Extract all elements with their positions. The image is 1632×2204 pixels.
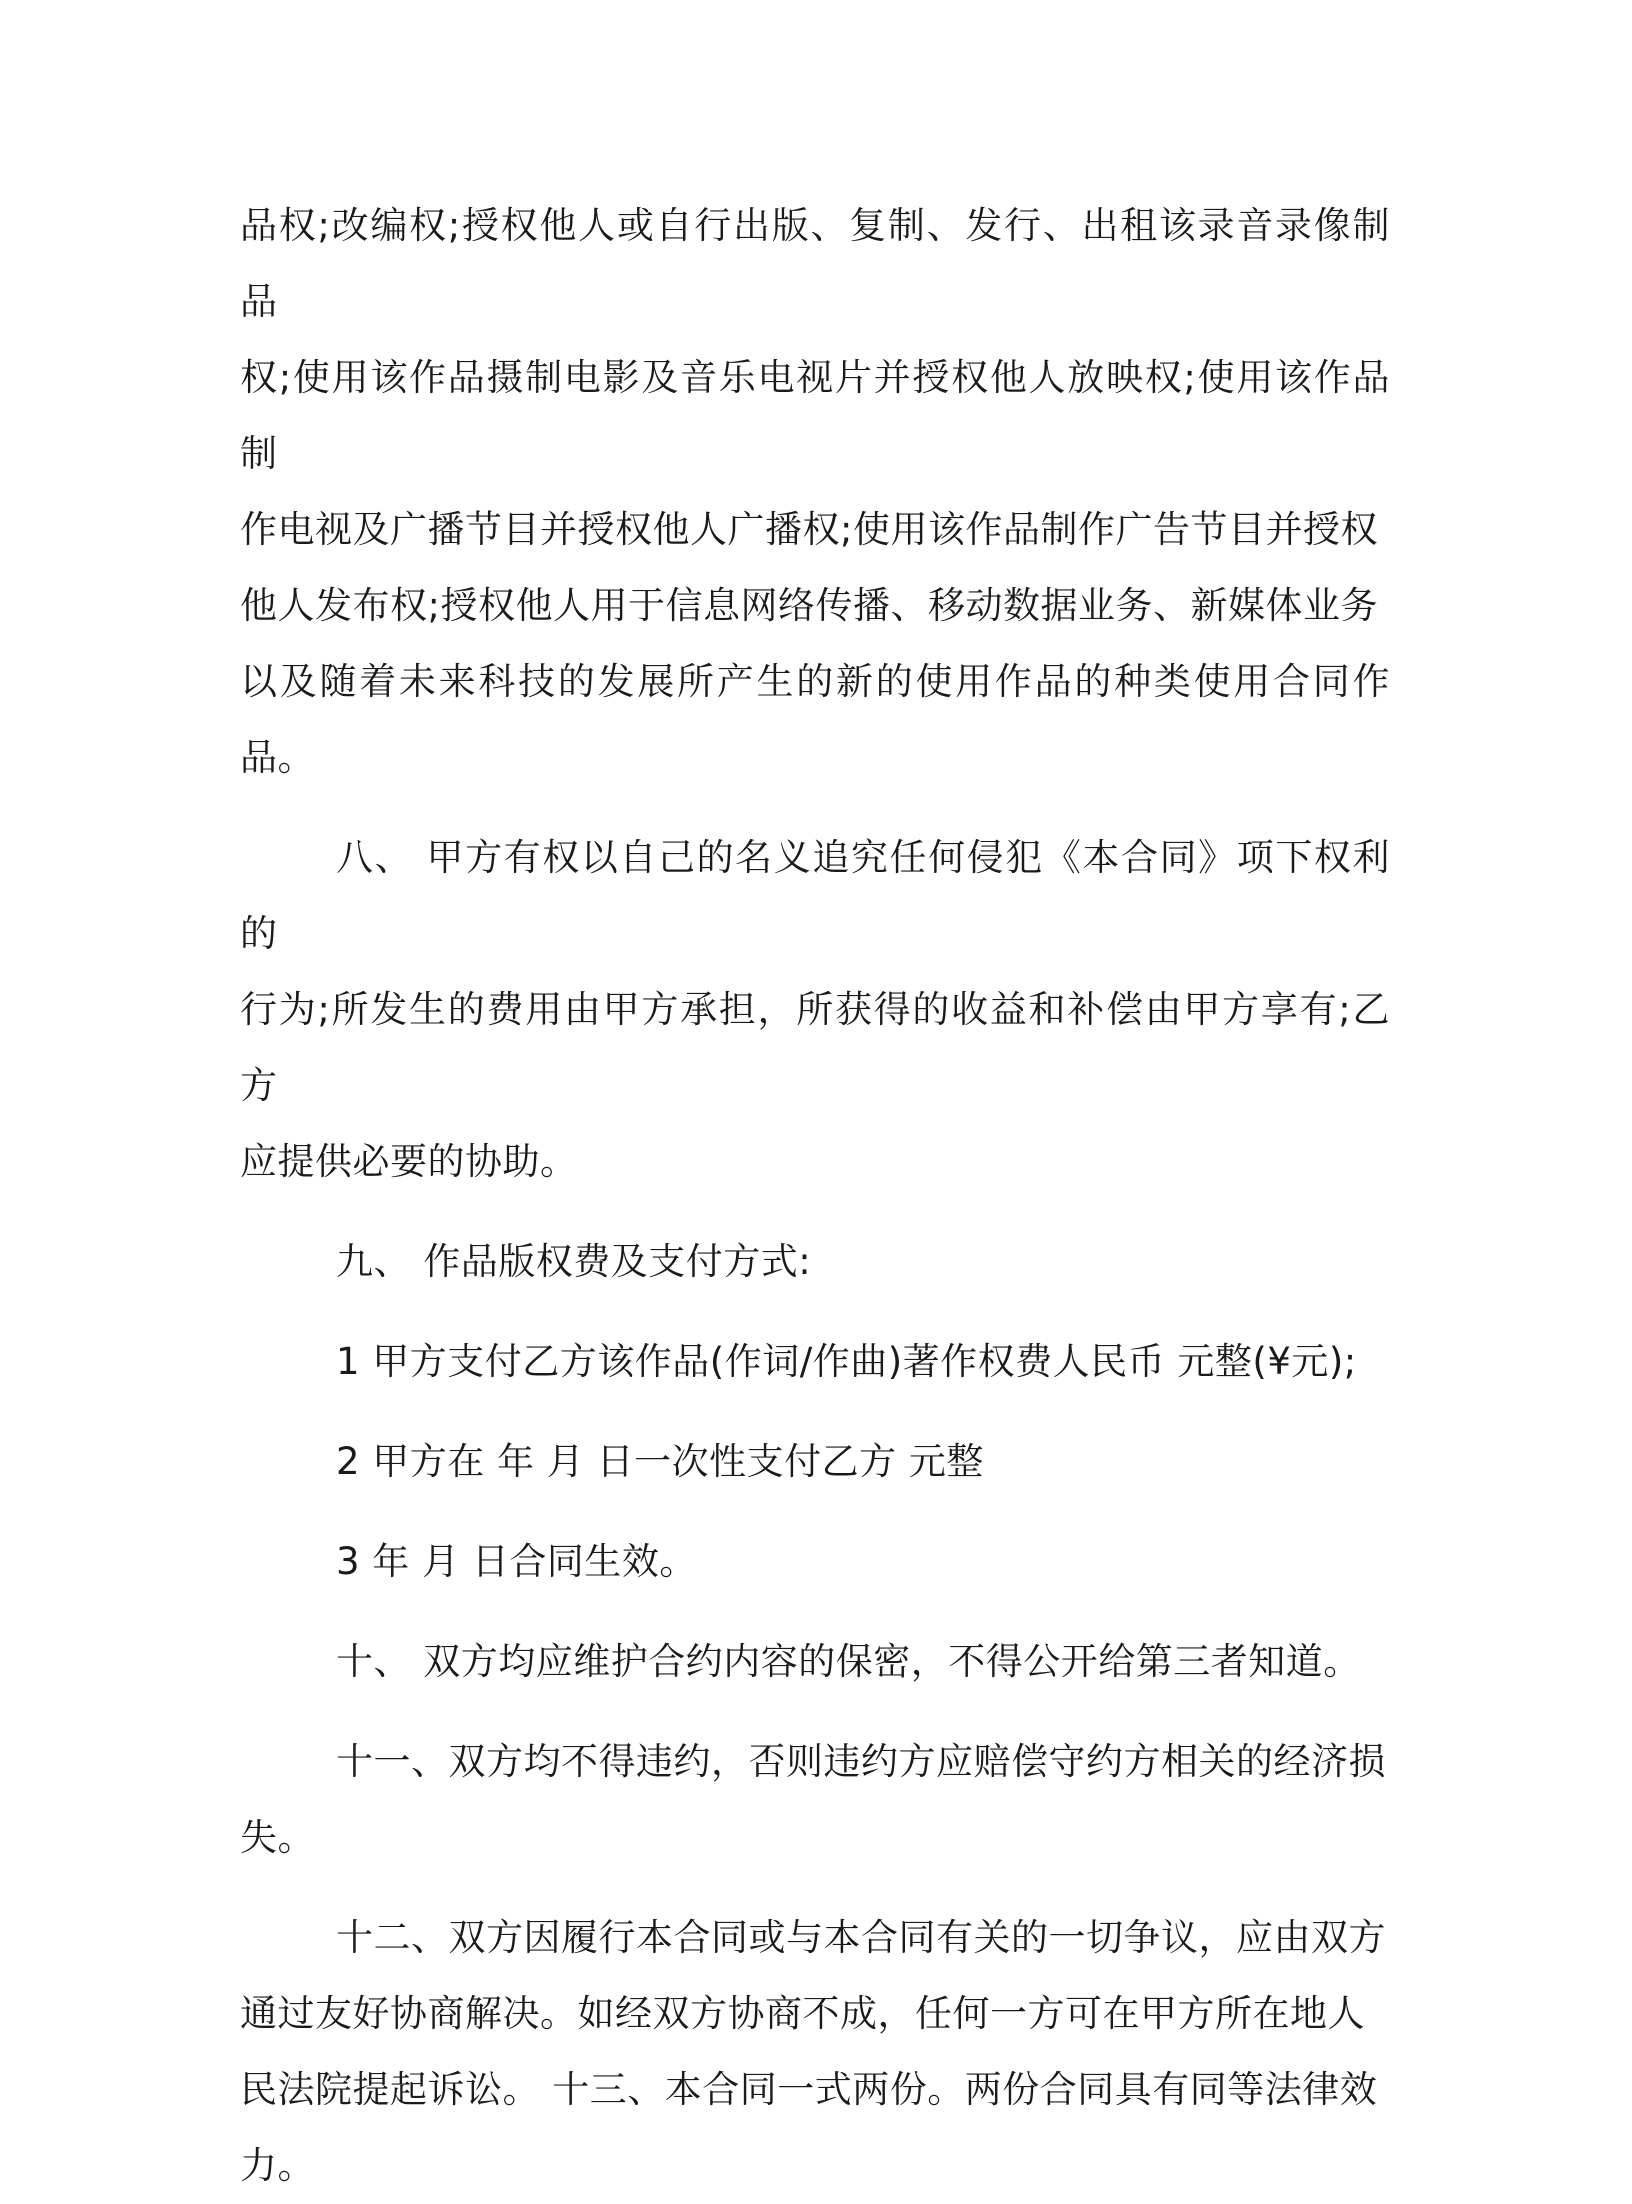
text-line: 作电视及广播节目并授权他人广播权;使用该作品制作广告节目并授权: [240, 508, 1378, 551]
text-line: 以及随着未来科技的发展所产生的新的使用作品的种类使用合同作品。: [240, 660, 1390, 779]
text-line: 品权;改编权;授权他人或自行出版、复制、发行、出租该录音录像制品: [240, 204, 1390, 323]
paragraph-clause-9: [240, 1224, 1390, 1300]
text-line: 九、 作品版权费及支付方式:: [336, 1240, 812, 1283]
text-line: 十二、双方因履行本合同或与本合同有关的一切争议，应由双方: [336, 1916, 1386, 1959]
text-line: 1 甲方支付乙方该作品(作词/作曲)著作权费人民币 元整(¥元);: [336, 1340, 1357, 1383]
text-line: 十、 双方均应维护合约内容的保密，不得公开给第三者知道。: [336, 1640, 1361, 1683]
paragraph-clause-10: [240, 1624, 1390, 1700]
text-line: 十一、双方均不得违约，否则违约方应赔偿守约方相关的经济损: [336, 1740, 1386, 1783]
paragraph-clause-9-item-1: [240, 1324, 1390, 1400]
paragraph-clause-9-item-3: [240, 1524, 1390, 1600]
text-line: 权;使用该作品摄制电影及音乐电视片并授权他人放映权;使用该作品制: [240, 356, 1390, 475]
text-line: 力。: [240, 2144, 315, 2187]
text-line: 3 年 月 日合同生效。: [336, 1540, 697, 1583]
paragraph-rights-list: [240, 188, 1390, 796]
document-page: [240, 188, 1390, 2204]
text-line: 他人发布权;授权他人用于信息网络传播、移动数据业务、新媒体业务: [240, 584, 1378, 627]
paragraph-clause-8: [240, 820, 1390, 1200]
text-line: 行为;所发生的费用由甲方承担，所获得的收益和补偿由甲方享有;乙方: [240, 988, 1390, 1107]
paragraph-clause-11: [240, 1724, 1390, 1876]
text-line: 民法院提起诉讼。 十三、本合同一式两份。两份合同具有同等法律效: [240, 2068, 1378, 2111]
text-line: 八、 甲方有权以自己的名义追究任何侵犯《本合同》项下权利的: [240, 836, 1390, 955]
text-line: 失。: [240, 1816, 315, 1859]
text-line: 2 甲方在 年 月 日一次性支付乙方 元整: [336, 1440, 984, 1483]
paragraph-clause-12: [240, 1900, 1390, 2204]
text-line: 应提供必要的协助。: [240, 1140, 578, 1183]
paragraph-clause-9-item-2: [240, 1424, 1390, 1500]
text-line: 通过友好协商解决。如经双方协商不成，任何一方可在甲方所在地人: [240, 1992, 1365, 2035]
